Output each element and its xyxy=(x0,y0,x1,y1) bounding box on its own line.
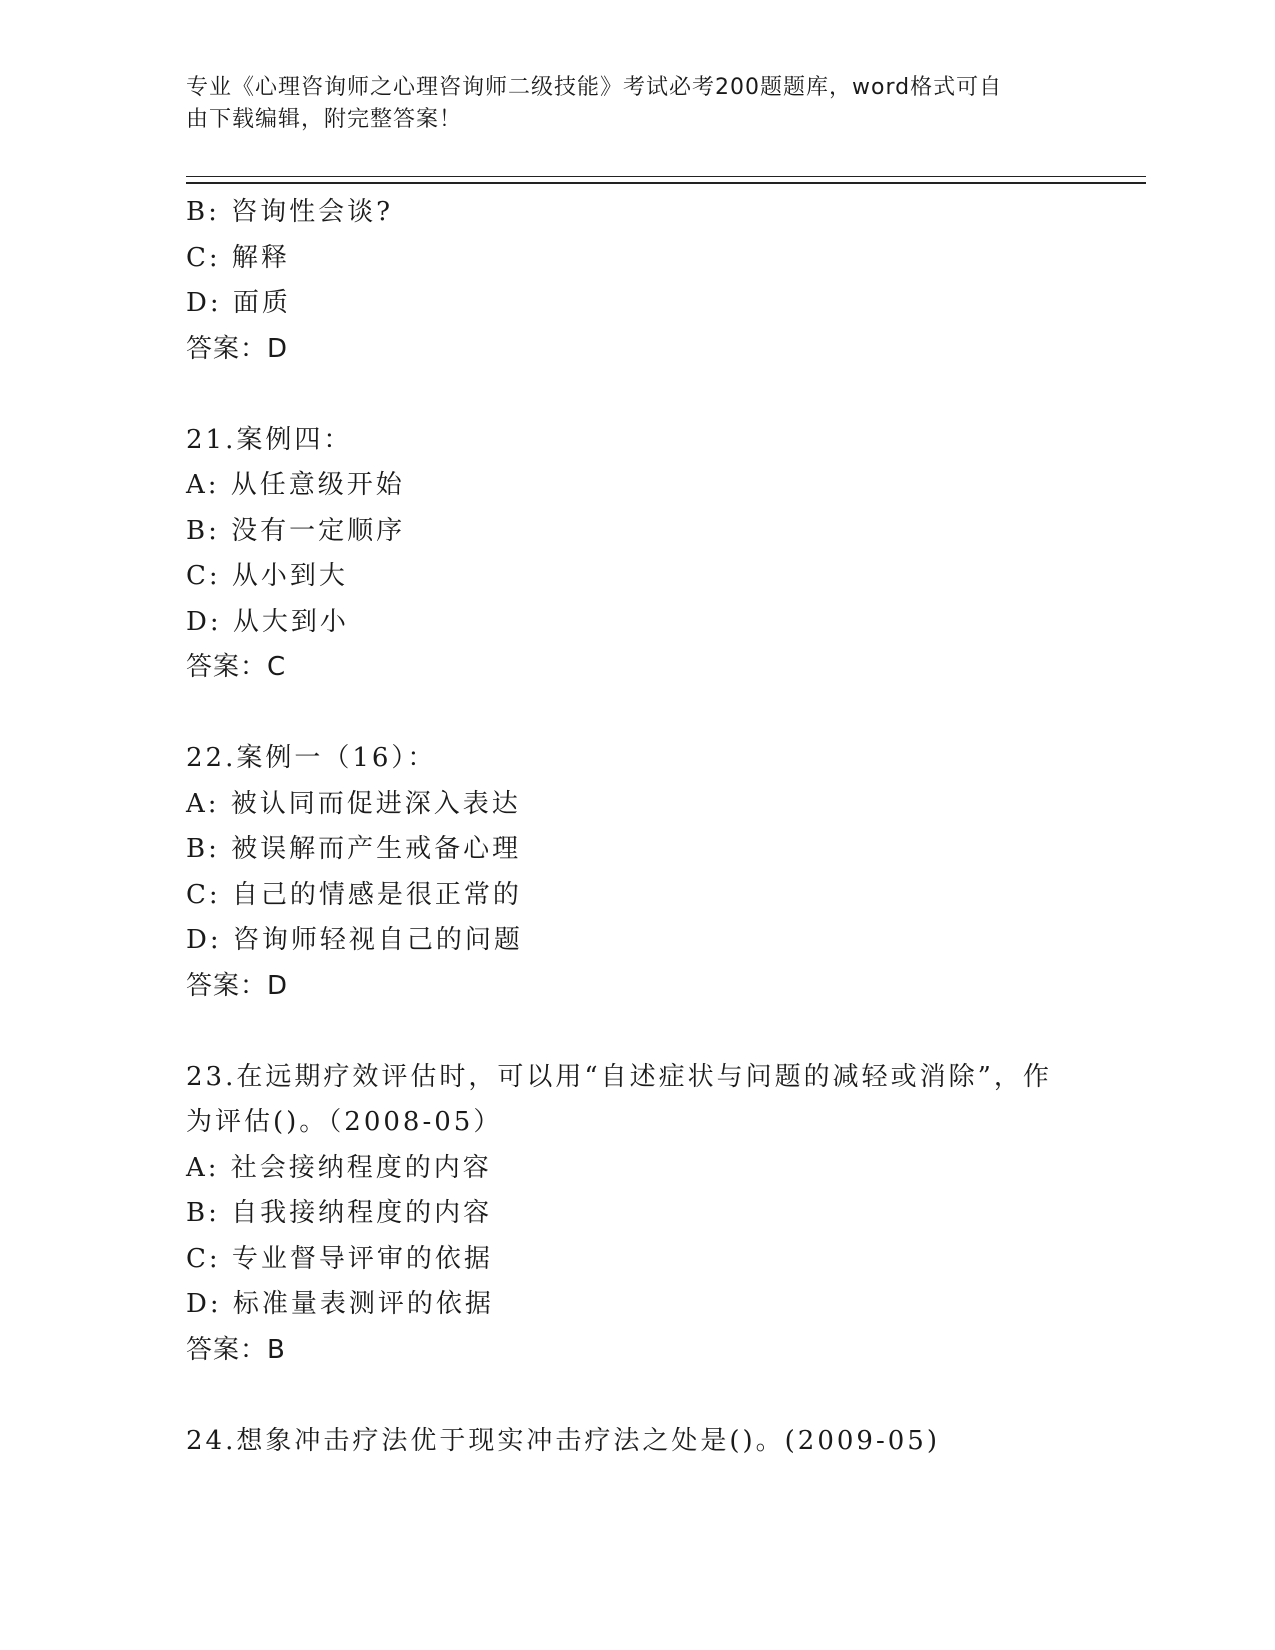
question-stem: 24.想象冲击疗法优于现实冲击疗法之处是()。(2009-05) xyxy=(186,1425,940,1456)
option-a: A: 被认同而促进深入表达 xyxy=(186,788,521,819)
header-line-2: 由下载编辑，附完整答案！ xyxy=(186,107,463,132)
question-stem: 22.案例一（16）： xyxy=(186,743,437,773)
question-stem-line-2: 为评估()。（2008-05） xyxy=(186,1107,503,1137)
option-a: A: 社会接纳程度的内容 xyxy=(186,1152,492,1183)
question-stem: 21.案例四： xyxy=(186,424,353,455)
option-b: B: 被误解而产生戒备心理 xyxy=(186,834,522,864)
spacer xyxy=(186,372,1086,418)
question-block-22 xyxy=(186,736,1086,1009)
option-d: D: 咨询师轻视自己的问题 xyxy=(186,925,523,955)
option-c: C: 自己的情感是很正常的 xyxy=(186,879,522,910)
option-b: B: 没有一定顺序 xyxy=(186,515,406,546)
option-d: D: 面质 xyxy=(186,288,291,318)
question-list xyxy=(186,190,1086,1464)
question-block-24 xyxy=(186,1419,1086,1465)
spacer xyxy=(186,1373,1086,1419)
option-c: C: 从小到大 xyxy=(186,561,348,591)
option-d: D: 标准量表测评的依据 xyxy=(186,1289,494,1319)
spacer xyxy=(186,1009,1086,1055)
question-block-23 xyxy=(186,1055,1086,1374)
header-divider-thick xyxy=(186,182,1146,184)
answer-line: 答案：D xyxy=(186,970,289,1001)
document-header xyxy=(186,72,1066,136)
question-block-21 xyxy=(186,418,1086,691)
option-a: A: 从任意级开始 xyxy=(186,470,405,500)
option-b: B: 咨询性会谈? xyxy=(186,197,394,227)
option-d: D: 从大到小 xyxy=(186,606,349,637)
answer-line: 答案：B xyxy=(186,1334,286,1365)
question-stem-line-1: 23.在远期疗效评估时，可以用“自述症状与问题的减轻或消除”，作 xyxy=(186,1061,1052,1092)
answer-line: 答案：C xyxy=(186,652,287,682)
answer-line: 答案：D xyxy=(186,333,289,364)
option-c: C: 解释 xyxy=(186,242,290,273)
question-block-20 xyxy=(186,190,1086,372)
spacer xyxy=(186,691,1086,737)
option-c: C: 专业督导评审的依据 xyxy=(186,1243,493,1274)
header-line-1: 专业《心理咨询师之心理咨询师二级技能》考试必考200题题库，word格式可自 xyxy=(186,75,1003,100)
option-b: B: 自我接纳程度的内容 xyxy=(186,1198,493,1228)
header-divider-thin xyxy=(186,176,1146,177)
